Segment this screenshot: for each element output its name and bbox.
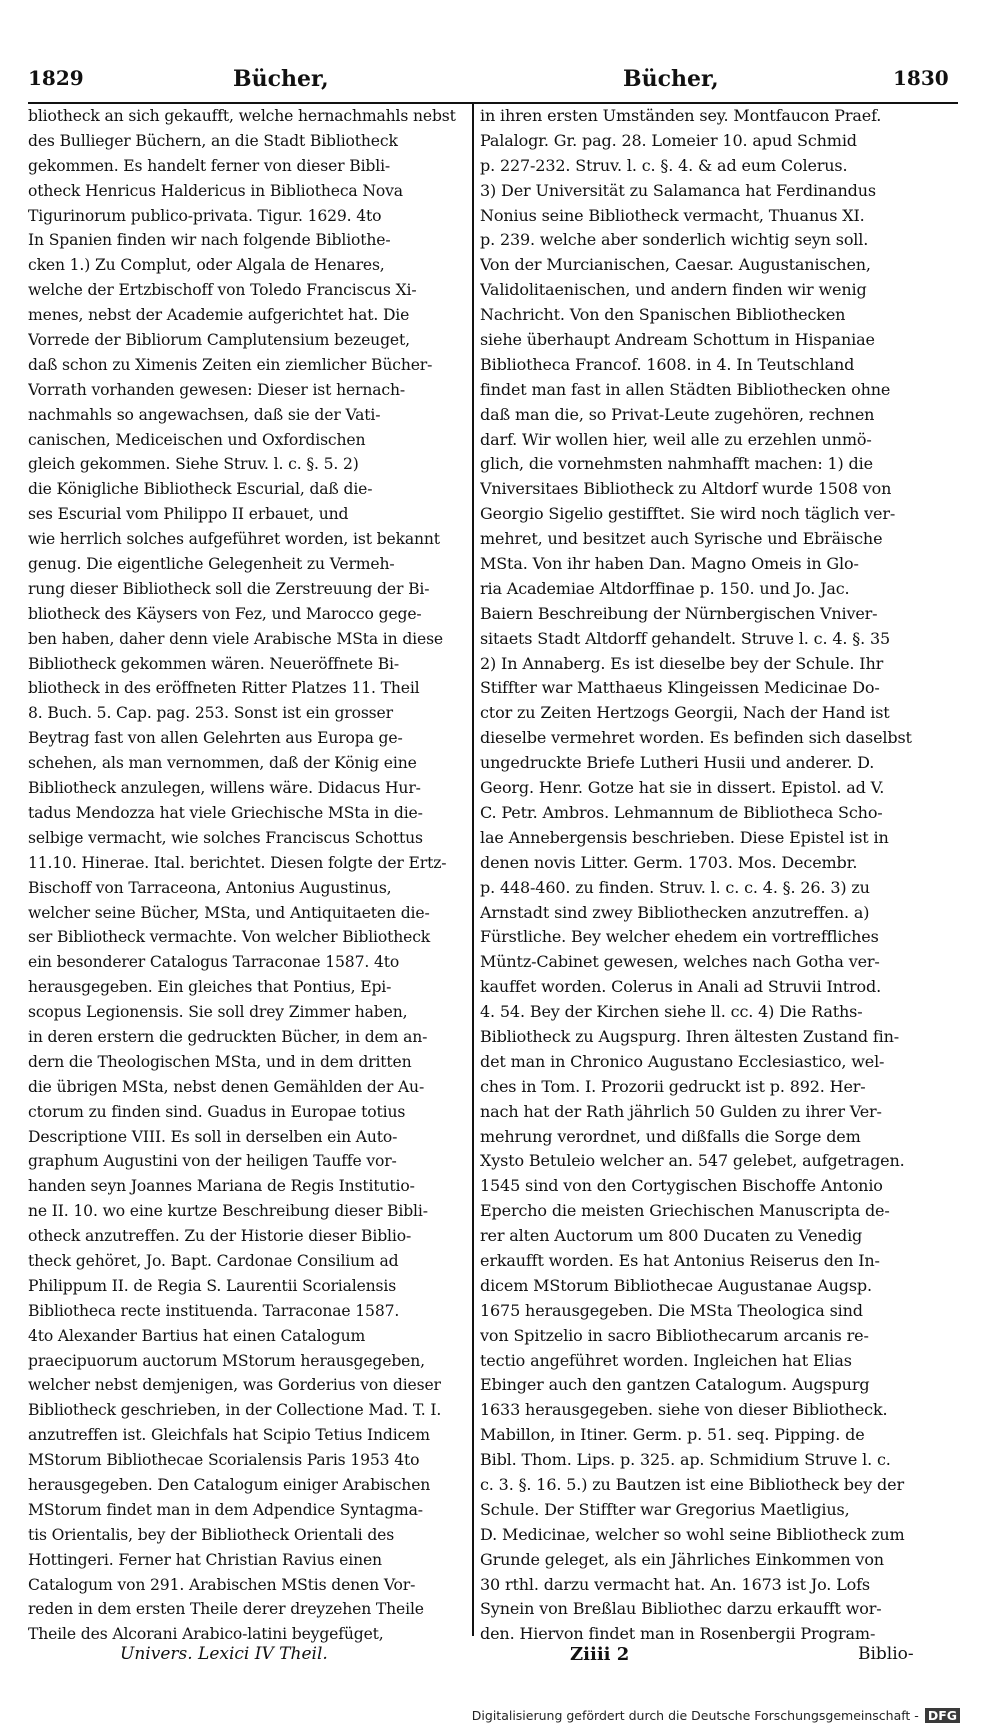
text-line: 11.10. Hinerae. Ital. berichtet. Diesen folgte der Ertz-	[28, 853, 447, 872]
text-line: Vorrede der Bibliorum Camplutensium bezeuget,	[28, 331, 410, 350]
text-line: rung dieser Bibliotheck soll die Zerstreuung der Bi-	[28, 579, 430, 598]
text-line: des Bullieger Büchern, an die Stadt Bibliotheck	[28, 131, 398, 150]
text-line: sitaets Stadt Altdorff gehandelt. Struve l. c. 4. §. 35	[480, 628, 891, 648]
text-line: MStorum findet man in dem Adpendice Syntagma-	[28, 1500, 423, 1519]
text-line: otheck anzutreffen. Zu der Historie dieser Biblio-	[28, 1227, 412, 1246]
text-line: dern die Theologischen MSta, und in dem dritten	[28, 1052, 412, 1071]
text-line: bliotheck in des eröffneten Ritter Platzes 11. Theil	[28, 679, 420, 698]
text-line: Validolitaenischen, und andern finden wir wenig	[480, 280, 867, 300]
text-line: erkaufft worden. Es hat Antonius Reiserus den In-	[480, 1250, 880, 1270]
text-line: von Spitzelio in sacro Bibliothecarum arcanis re-	[480, 1325, 869, 1345]
text-line: scopus Legionensis. Sie soll drey Zimmer haben,	[28, 1003, 408, 1022]
text-line: Hottingeri. Ferner hat Christian Ravius einen	[28, 1550, 382, 1569]
text-line: Tigurinorum publico-privata. Tigur. 1629. 4to	[28, 206, 382, 225]
text-line: ein besonderer Catalogus Tarraconae 1587. 4to	[28, 953, 400, 972]
text-line: Theile des Alcorani Arabico-latini beygefüget,	[28, 1625, 384, 1644]
text-line: Palalogr. Gr. pag. 28. Lomeier 10. apud Schmid	[480, 130, 857, 150]
text-line: genug. Die eigentliche Gelegenheit zu Vermeh-	[28, 555, 395, 574]
text-line: mehret, und besitzet auch Syrische und Ebräische	[480, 529, 883, 549]
text-line: herausgegeben. Den Catalogum einiger Arabischen	[28, 1475, 431, 1494]
text-line: 1675 herausgegeben. Die MSta Theologica sind	[480, 1300, 863, 1320]
text-line: C. Petr. Ambros. Lehmannum de Bibliotheca Scho-	[480, 802, 883, 822]
text-line: ungedruckte Briefe Lutheri Husii und anderer. D.	[480, 753, 875, 773]
text-line: Bibliotheck gekommen wären. Neueröffnete Bi-	[28, 654, 399, 673]
text-line: tectio angeführet worden. Ingleichen hat Elias	[480, 1350, 852, 1370]
text-line: Georg. Henr. Gotze hat sie in dissert. Epistol. ad V.	[480, 778, 885, 798]
text-line: findet man fast in allen Städten Bibliothecken ohne	[480, 379, 891, 399]
text-line: dicem MStorum Bibliothecae Augustanae Augsp.	[480, 1275, 872, 1295]
text-line: Bibliotheck geschrieben, in der Collectione Mad. T. I.	[28, 1401, 442, 1420]
text-line: Vorrath vorhanden gewesen: Dieser ist hernach-	[28, 380, 405, 399]
catchword: Biblio-	[858, 1644, 914, 1664]
sheet-mark: Ziiii 2	[570, 1644, 630, 1665]
text-line: ctorum zu finden sind. Guadus in Europae totius	[28, 1102, 406, 1121]
text-line: gleich gekommen. Siehe Struv. l. c. §. 5. 2)	[28, 455, 359, 474]
text-line: ria Academiae Altdorffinae p. 150. und Jo. Jac.	[480, 578, 850, 598]
text-line: schehen, als man vernommen, daß der König eine	[28, 754, 417, 773]
text-line: 2) In Annaberg. Es ist dieselbe bey der Schule. Ihr	[480, 653, 884, 673]
digitization-credit	[472, 1708, 960, 1723]
text-line: Vniversitaes Bibliotheck zu Altdorf wurde 1508 von	[480, 479, 892, 499]
text-line: Mabillon, in Itiner. Germ. p. 51. seq. Pipping. de	[480, 1425, 865, 1445]
text-line: Fürstliche. Bey welcher ehedem ein vortreffliches	[480, 927, 879, 947]
left-text-column	[28, 104, 464, 1644]
text-line: MStorum Bibliothecae Scorialensis Paris 1953 4to	[28, 1451, 420, 1470]
right-page-number: 1830	[893, 66, 949, 90]
text-line: Georgio Sigelio gestifftet. Sie wird noch täglich ver-	[480, 504, 896, 524]
text-line: praecipuorum auctorum MStorum herausgegeben,	[28, 1351, 425, 1370]
text-line: det man in Chronico Augustano Ecclesiastico, wel-	[480, 1051, 885, 1071]
text-line: reden in dem ersten Theile derer dreyzehen Theile	[28, 1600, 424, 1619]
text-line: rer alten Auctorum um 800 Ducaten zu Venedig	[480, 1226, 863, 1246]
text-line: in deren erstern die gedruckten Bücher, in dem an-	[28, 1027, 428, 1046]
text-line: ctor zu Zeiten Hertzogs Georgii, Nach der Hand ist	[480, 703, 890, 723]
text-line: daß schon zu Ximenis Zeiten ein ziemlicher Bücher-	[28, 355, 433, 374]
text-line: 3) Der Universität zu Salamanca hat Ferdinandus	[480, 180, 876, 200]
column-divider	[472, 104, 474, 1636]
signature-mark: Univers. Lexici IV Theil.	[120, 1644, 328, 1664]
text-line: Von der Murcianischen, Caesar. Augustanischen,	[480, 255, 871, 275]
text-line: Epercho die meisten Griechischen Manuscripta de-	[480, 1201, 890, 1221]
text-line: p. 227-232. Struv. l. c. §. 4. & ad eum Colerus.	[480, 155, 848, 175]
text-line: Bischoff von Tarraceona, Antonius Augustinus,	[28, 878, 392, 897]
text-line: Bibliotheca Francof. 1608. in 4. In Teutschland	[480, 354, 855, 374]
text-line: Arnstadt sind zwey Bibliothecken anzutreffen. a)	[480, 902, 870, 922]
text-line: c. 3. §. 16. 5.) zu Bautzen ist eine Bibliotheck bey der	[480, 1474, 904, 1494]
text-line: 8. Buch. 5. Cap. pag. 253. Sonst ist ein grosser	[28, 704, 393, 723]
text-line: nach hat der Rath jährlich 50 Gulden zu ihrer Ver-	[480, 1101, 882, 1121]
text-line: In Spanien finden wir nach folgende Bibliothe-	[28, 231, 391, 250]
text-line: menes, nebst der Academie aufgerichtet hat. Die	[28, 306, 410, 325]
text-line: dieselbe vermehret worden. Es befinden sich daselbst	[480, 728, 912, 748]
left-running-title: Bücher,	[233, 66, 329, 92]
text-line: tis Orientalis, bey der Bibliotheck Orientali des	[28, 1525, 395, 1544]
text-line: gekommen. Es handelt ferner von dieser Bibli-	[28, 156, 391, 175]
left-page-number: 1829	[28, 66, 84, 90]
text-line: denen novis Litter. Germ. 1703. Mos. Decembr.	[480, 852, 858, 872]
text-line: p. 239. welche aber sonderlich wichtig seyn soll.	[480, 230, 869, 250]
text-line: ne II. 10. wo eine kurtze Beschreibung dieser Bibli-	[28, 1202, 428, 1221]
text-line: kauffet worden. Colerus in Anali ad Struvii Introd.	[480, 977, 882, 997]
text-line: bliotheck an sich gekaufft, welche hernachmahls nebst	[28, 107, 456, 125]
text-line: 4to Alexander Bartius hat einen Catalogum	[28, 1326, 366, 1345]
text-line: welche der Ertzbischoff von Toledo Franciscus Xi-	[28, 281, 417, 300]
text-line: Synein von Breßlau Bibliothec darzu erkaufft wor-	[480, 1599, 882, 1619]
text-line: 1633 herausgegeben. siehe von dieser Bibliotheck.	[480, 1400, 888, 1420]
text-line: welcher seine Bücher, MSta, und Antiquitaeten die-	[28, 903, 430, 922]
text-line: graphum Augustini von der heiligen Tauffe vor-	[28, 1152, 397, 1171]
right-text-column	[480, 104, 950, 1644]
text-line: die Königliche Bibliotheck Escurial, daß die-	[28, 480, 373, 499]
page-header	[28, 66, 949, 104]
text-line: D. Medicinae, welcher so wohl seine Bibliotheck zum	[480, 1524, 905, 1544]
text-line: nachmahls so angewachsen, daß sie der Vati-	[28, 405, 381, 424]
text-line: Beytrag fast von allen Gelehrten aus Europa ge-	[28, 729, 403, 748]
text-line: cken 1.) Zu Complut, oder Algala de Henares,	[28, 256, 385, 275]
right-running-title: Bücher,	[623, 66, 719, 92]
text-line: Baiern Beschreibung der Nürnbergischen Vniver-	[480, 603, 878, 623]
dfg-logo: DFG	[925, 1708, 960, 1723]
text-line: anzutreffen ist. Gleichfals hat Scipio Tetius Indicem	[28, 1426, 430, 1445]
text-line: p. 448-460. zu finden. Struv. l. c. c. 4. §. 26. 3) zu	[480, 877, 870, 897]
text-line: theck gehöret, Jo. Bapt. Cardonae Consilium ad	[28, 1251, 399, 1270]
text-line: mehrung verordnet, und dißfalls die Sorge dem	[480, 1126, 861, 1146]
text-line: otheck Henricus Haldericus in Bibliotheca Nova	[28, 181, 403, 200]
text-line: Catalogum von 291. Arabischen MStis denen Vor-	[28, 1575, 416, 1594]
text-line: 30 rthl. darzu vermacht hat. An. 1673 ist Jo. Lofs	[480, 1574, 870, 1594]
text-line: Stiffter war Matthaeus Klingeissen Medicinae Do-	[480, 678, 880, 698]
text-line: Nachricht. Von den Spanischen Bibliothecken	[480, 305, 846, 325]
text-line: ches in Tom. I. Prozorii gedruckt ist p. 892. Her-	[480, 1076, 866, 1096]
text-line: Nonius seine Bibliotheck vermacht, Thuanus XI.	[480, 205, 865, 225]
text-line: den. Hiervon findet man in Rosenbergii Program-	[480, 1624, 876, 1644]
text-line: darf. Wir wollen hier, weil alle zu erzehlen unmö-	[480, 429, 872, 449]
text-line: herausgegeben. Ein gleiches that Pontius, Epi-	[28, 978, 392, 997]
text-line: in ihren ersten Umständen sey. Montfaucon Praef.	[480, 106, 882, 125]
text-line: 4. 54. Bey der Kirchen siehe ll. cc. 4) Die Raths-	[480, 1002, 863, 1022]
text-line: ser Bibliotheck vermachte. Von welcher Bibliotheck	[28, 928, 431, 947]
text-line: die übrigen MSta, nebst denen Gemählden der Au-	[28, 1077, 425, 1096]
text-line: siehe überhaupt Andream Schottum in Hispaniae	[480, 330, 875, 350]
text-line: Bibliotheck zu Augspurg. Ihren ältesten Zustand fin-	[480, 1026, 900, 1046]
text-line: Grunde geleget, als ein Jährliches Einkommen von	[480, 1549, 884, 1569]
text-line: Bibliotheck anzulegen, willens wäre. Didacus Hur-	[28, 779, 421, 798]
text-line: Ebinger auch den gantzen Catalogum. Augspurg	[480, 1375, 870, 1395]
credit-text: Digitalisierung gefördert durch die Deutsche Forschungsgemeinschaft -	[471, 1708, 919, 1723]
text-line: welcher nebst demjenigen, was Gorderius von dieser	[28, 1376, 441, 1395]
text-line: Bibliotheca recte instituenda. Tarraconae 1587.	[28, 1301, 400, 1320]
text-line: glich, die vornehmsten nahmhafft machen: 1) die	[480, 454, 873, 474]
text-line: handen seyn Joannes Mariana de Regis Institutio-	[28, 1177, 415, 1196]
text-line: selbige vermacht, wie solches Franciscus Schottus	[28, 828, 423, 847]
text-line: Descriptione VIII. Es soll in derselben ein Auto-	[28, 1127, 398, 1146]
text-line: Schule. Der Stiffter war Gregorius Maetligius,	[480, 1499, 850, 1519]
text-line: canischen, Mediceischen und Oxfordischen	[28, 430, 366, 449]
text-line: Müntz-Cabinet gewesen, welches nach Gotha ver-	[480, 952, 880, 972]
text-line: MSta. Von ihr haben Dan. Magno Omeis in Glo-	[480, 554, 859, 574]
text-line: wie herrlich solches aufgeführet worden, ist bekannt	[28, 530, 440, 549]
text-line: Bibl. Thom. Lips. p. 325. ap. Schmidium Struve l. c.	[480, 1450, 891, 1470]
text-line: ben haben, daher denn viele Arabische MSta in diese	[28, 629, 444, 648]
text-line: bliotheck des Käysers von Fez, und Marocco gege-	[28, 604, 422, 623]
text-line: lae Annebergensis beschrieben. Diese Epistel ist in	[480, 827, 889, 847]
text-line: Philippum II. de Regia S. Laurentii Scorialensis	[28, 1276, 397, 1295]
text-line: daß man die, so Privat-Leute zugehören, rechnen	[480, 404, 875, 424]
text-line: tadus Mendozza hat viele Griechische MSta in die-	[28, 803, 423, 822]
text-line: 1545 sind von den Cortygischen Bischoffe Antonio	[480, 1176, 883, 1196]
text-line: ses Escurial vom Philippo II erbauet, und	[28, 505, 349, 524]
text-line: Xysto Betuleio welcher an. 547 gelebet, aufgetragen.	[480, 1151, 905, 1171]
